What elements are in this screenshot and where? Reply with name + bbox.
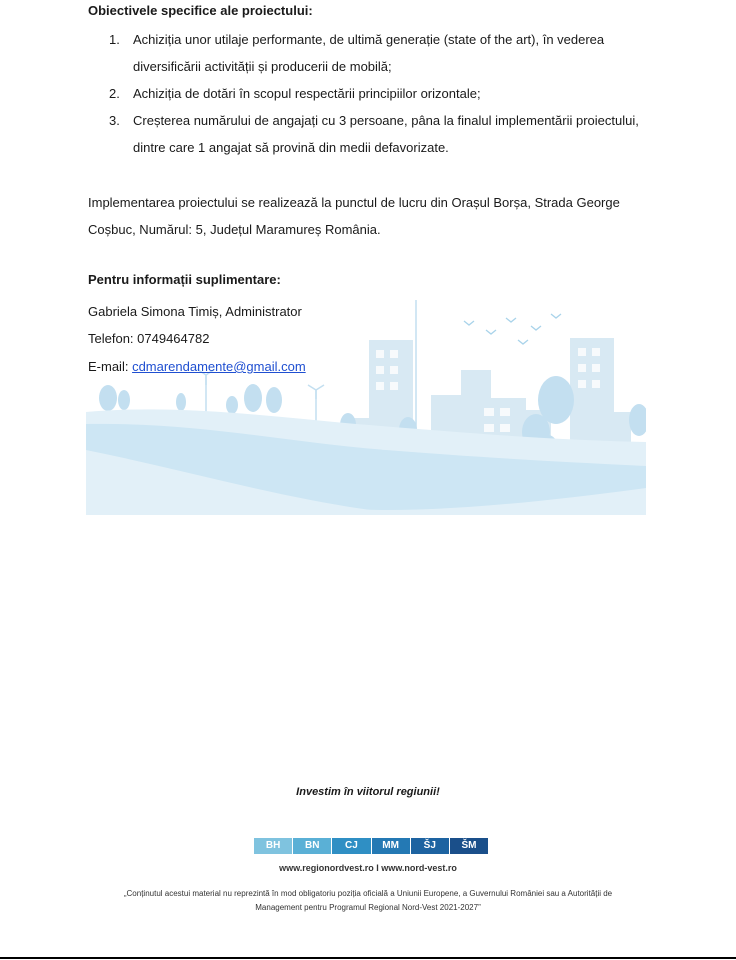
region-badge: BH [254, 838, 293, 854]
objective-text: Achiziția unor utilaje performante, de ultimă generație (state of the art), în vederea diversificării activității și producerii de mobilă; [133, 32, 605, 74]
contact-email-line [88, 359, 306, 374]
region-logo-bar [254, 838, 488, 854]
region-badge: ŠJ [411, 838, 450, 854]
email-label: E-mail: [88, 359, 133, 374]
contact-name: Gabriela Simona Timiș, Administrator [88, 304, 302, 319]
contact-heading: Pentru informații suplimentare: [88, 272, 281, 287]
objective-item-1 [88, 26, 648, 80]
objective-number: 1. [109, 32, 120, 47]
region-badge: MM [372, 838, 411, 854]
objective-text: Creșterea numărului de angajați cu 3 persoane, pâna la finalul implementării proiectului, dintre care 1 angajat să provină din medii defavorizate. [133, 113, 639, 155]
region-badge: CJ [332, 838, 371, 854]
implementation-paragraph: Implementarea proiectului se realizează la punctul de lucru din Orașul Borșa, Strada George Coșbuc, Numărul: 5, Județul Maramureș România. [88, 195, 620, 237]
bottom-divider [0, 957, 736, 959]
email-link[interactable]: cdmarendamente@gmail.com [132, 359, 306, 374]
region-badge: ŠM [450, 838, 488, 854]
objective-number: 2. [109, 86, 120, 101]
objectives-list [88, 26, 648, 161]
footer-disclaimer: „Conținutul acestui material nu reprezintă în mod obligatoriu poziția oficială a Uniunii Europene, a Guvernului României sau a Autorității de Management pentru Programul Regional Nord-Vest 2021-2027” [123, 889, 613, 912]
objective-item-3 [88, 107, 648, 161]
slogan: Investim în viitorul regiunii! [296, 786, 440, 798]
contact-phone: Telefon: 0749464782 [88, 331, 210, 346]
objective-number: 3. [109, 113, 120, 128]
region-badge: BN [293, 838, 332, 854]
objective-text: Achiziția de dotări în scopul respectării principiilor orizontale; [133, 86, 481, 101]
objectives-heading: Obiectivele specifice ale proiectului: [88, 3, 313, 18]
footer-websites[interactable]: www.regionordvest.ro I www.nord-vest.ro [279, 863, 457, 873]
objective-item-2 [88, 80, 648, 107]
birds [464, 314, 561, 344]
